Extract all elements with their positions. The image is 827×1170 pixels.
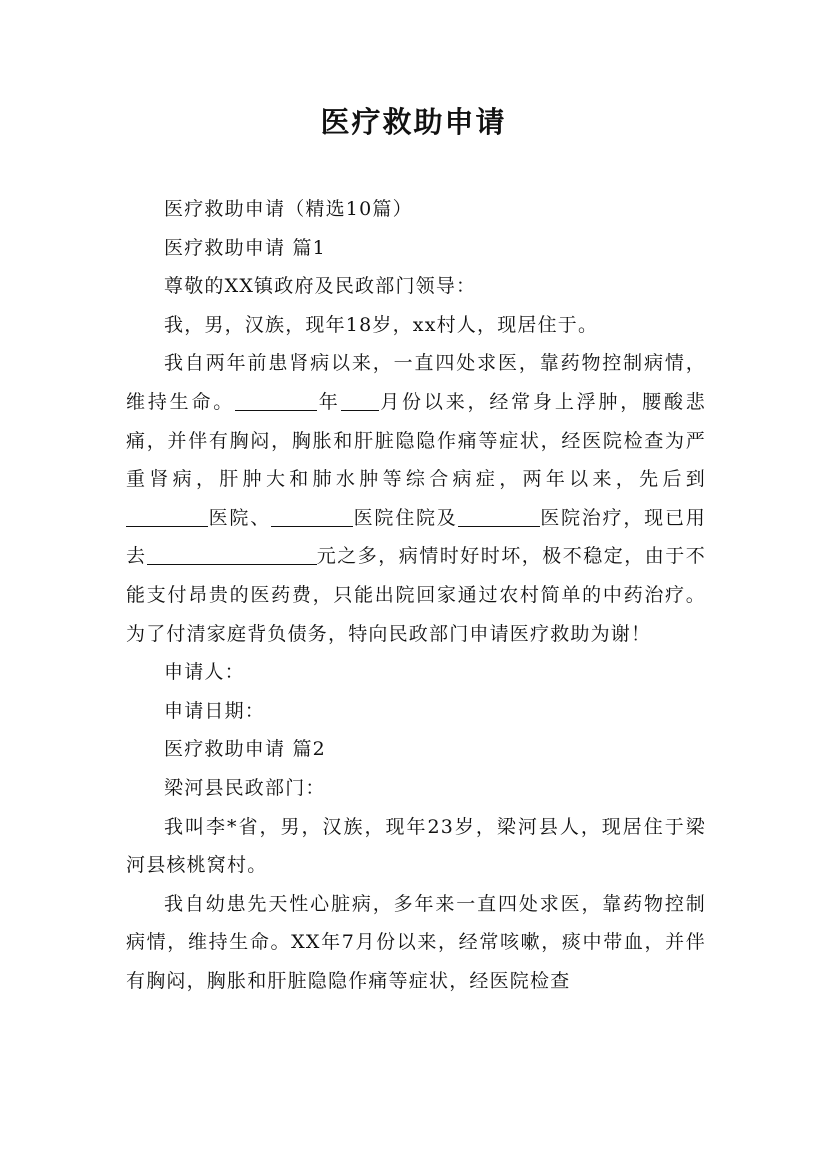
- applicant-label: 申请人：: [164, 661, 245, 684]
- body-text: 元之多，病情时好时坏，极不稳定，由于不能支付昂贵的医药费，只能出院回家通过农村简单的中药治疗。为了付清家庭背负债务，特向民政部门申请医疗救助为谢！: [126, 545, 706, 645]
- fill-blank: [341, 391, 379, 411]
- section-heading-1: 医疗救助申请 篇1: [164, 236, 326, 259]
- fill-blank: [126, 507, 208, 527]
- fill-blank: [458, 507, 540, 527]
- body-paragraph-2: 我自幼患先天性心脏病，多年来一直四处求医，靠药物控制病情，维持生命。XX年7月份以来，经常咳嗽，痰中带血，并伴有胸闷，胸胀和肝脏隐隐作痛等症状，经医院检查: [126, 892, 706, 992]
- salutation-2: 梁河县民政部门：: [164, 776, 326, 799]
- body-text: 年: [317, 390, 341, 413]
- date-label: 申请日期：: [164, 699, 266, 722]
- intro-paragraph-2: 我叫李*省，男，汉族，现年23岁，梁河县人，现居住于梁河县核桃窝村。: [126, 815, 706, 877]
- body-text: 我自两年前患肾病以来，一直四处求医，靠药物控制病情，维持生命。: [126, 352, 706, 413]
- body-text: 医院、: [208, 506, 271, 529]
- document-body: [126, 190, 706, 1000]
- body-text: 月份以来，经常身上浮肿，腰酸悲痛，并伴有胸闷，胸胀和肝脏隐隐作痛等症状，经医院检查为严重肾病，肝肿大和肺水肿等综合病症，两年以来，先后到: [126, 390, 706, 491]
- body-text: 医院治疗，现已用去: [126, 506, 706, 568]
- document-subtitle: 医疗救助申请（精选10篇）: [164, 198, 413, 220]
- document-title: 医疗救助申请: [320, 105, 507, 139]
- body-paragraph-1: [126, 344, 706, 653]
- fill-blank: [147, 545, 317, 565]
- body-text: 医院住院及: [353, 506, 458, 529]
- fill-blank: [235, 391, 317, 411]
- salutation-1: 尊敬的XX镇政府及民政部门领导：: [164, 275, 477, 298]
- intro-paragraph-1: 我，男，汉族，现年18岁，xx村人，现居住于。: [164, 313, 599, 336]
- section-heading-2: 医疗救助申请 篇2: [164, 738, 326, 761]
- fill-blank: [271, 507, 353, 527]
